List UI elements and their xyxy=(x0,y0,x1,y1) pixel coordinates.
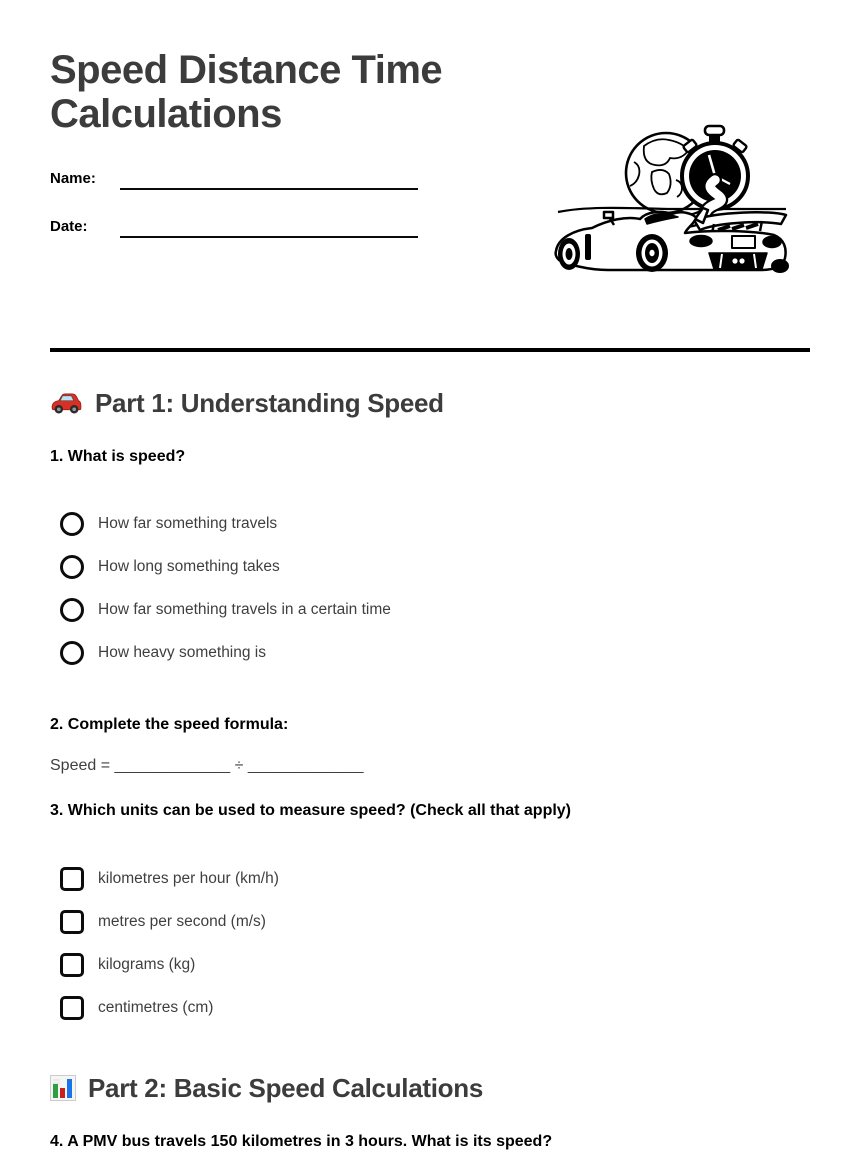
checkbox-option-row[interactable] xyxy=(60,866,810,892)
radio-option-label: How far something travels in a certain time xyxy=(98,601,391,618)
date-label: Date: xyxy=(50,218,88,235)
radio-option-label: How heavy something is xyxy=(98,644,266,661)
checkbox-option-row[interactable] xyxy=(60,995,810,1021)
radio-option-row[interactable] xyxy=(60,511,810,537)
checkbox-icon[interactable] xyxy=(60,867,84,891)
radio-option-label: How far something travels xyxy=(98,515,278,532)
checkbox-icon[interactable] xyxy=(60,996,84,1020)
radio-button-icon[interactable] xyxy=(60,555,84,579)
question-3-label: 3. Which units can be used to measure speed? (Check all that apply) xyxy=(50,802,572,819)
radio-option-row[interactable] xyxy=(60,640,810,666)
date-input-line[interactable] xyxy=(120,216,418,238)
part2-heading-text: Part 2: Basic Speed Calculations xyxy=(88,1072,483,1103)
radio-button-icon[interactable] xyxy=(60,598,84,622)
car-globe-stopwatch-illustration xyxy=(548,120,796,274)
checkbox-option-label: kilometres per hour (km/h) xyxy=(98,870,279,887)
checkbox-option-row[interactable] xyxy=(60,952,810,978)
page-title: Speed Distance Time Calculations xyxy=(50,48,443,136)
sports-car xyxy=(556,208,789,273)
part2-heading xyxy=(50,1071,810,1105)
question-2-label: 2. Complete the speed formula: xyxy=(50,716,289,733)
radio-button-icon[interactable] xyxy=(60,512,84,536)
checkbox-icon[interactable] xyxy=(60,953,84,977)
question-1-options xyxy=(50,511,810,666)
checkbox-option-label: metres per second (m/s) xyxy=(98,913,266,930)
checkbox-icon[interactable] xyxy=(60,910,84,934)
bar-chart-icon xyxy=(50,1075,76,1101)
question-1-label: 1. What is speed? xyxy=(50,448,186,465)
checkbox-option-label: centimetres (cm) xyxy=(98,999,214,1016)
radio-option-row[interactable] xyxy=(60,554,810,580)
checkbox-option-label: kilograms (kg) xyxy=(98,956,196,973)
radio-option-row[interactable] xyxy=(60,597,810,623)
part1-heading xyxy=(50,386,810,420)
checkbox-option-row[interactable] xyxy=(60,909,810,935)
speed-formula-blanks[interactable]: Speed = _____________ ÷ _____________ xyxy=(50,757,364,774)
name-input-line[interactable] xyxy=(120,168,418,190)
radio-button-icon[interactable] xyxy=(60,641,84,665)
part1-heading-text: Part 1: Understanding Speed xyxy=(95,387,444,418)
radio-option-label: How long something takes xyxy=(98,558,280,575)
red-car-icon xyxy=(50,391,83,416)
question-3-options xyxy=(50,866,810,1021)
name-label: Name: xyxy=(50,170,96,187)
question-4-label: 4. A PMV bus travels 150 kilometres in 3 hours. What is its speed? xyxy=(50,1133,553,1150)
section-divider xyxy=(50,348,810,352)
